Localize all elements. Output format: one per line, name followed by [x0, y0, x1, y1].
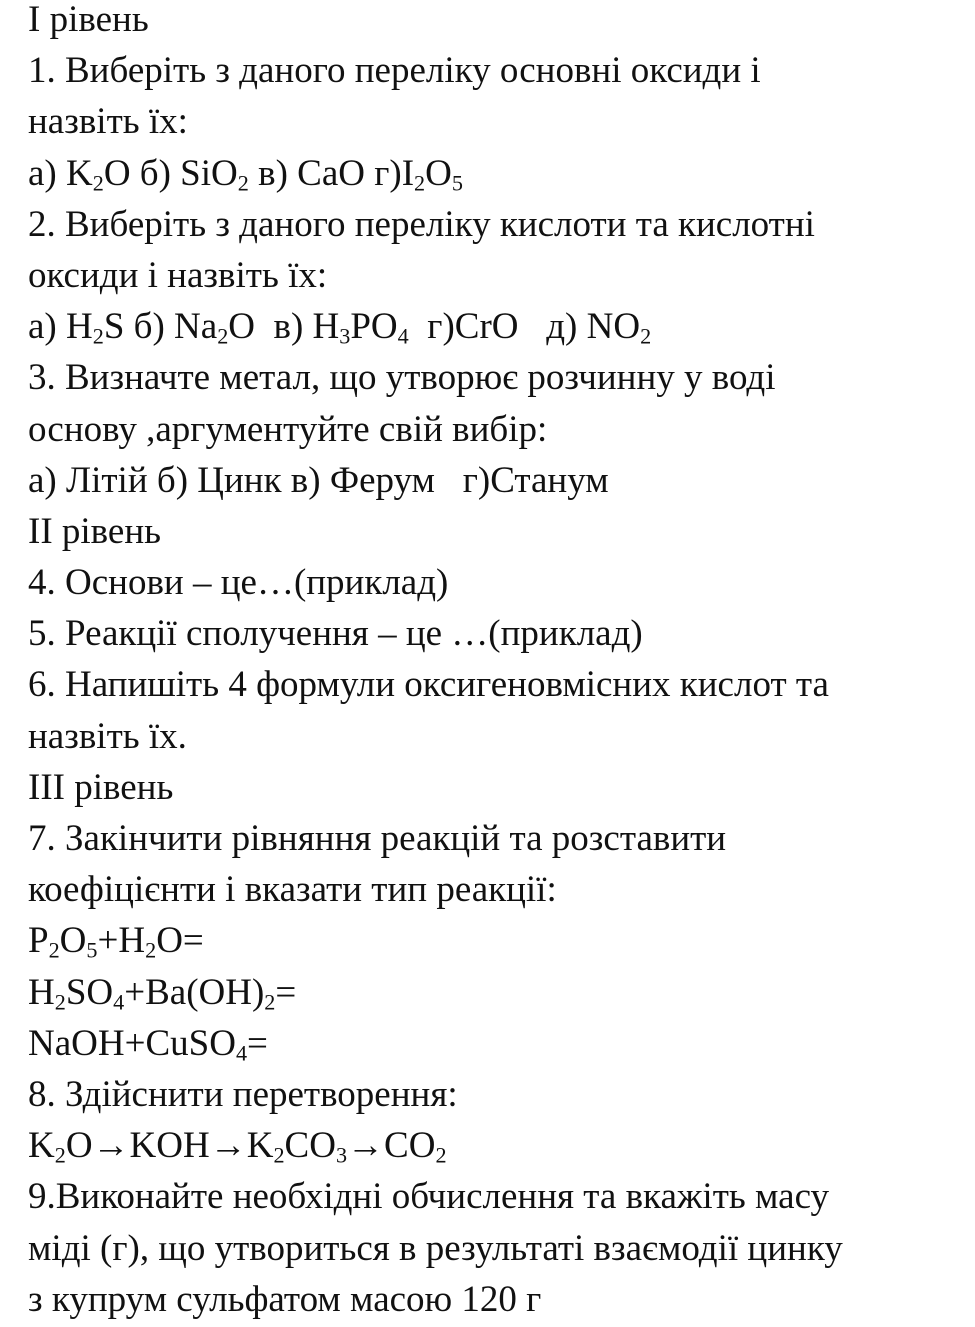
line-text: І рівень	[28, 0, 149, 40]
subscript-text: 2	[92, 170, 104, 196]
line-text: ІІ рівень	[28, 510, 162, 552]
document-line	[28, 1223, 968, 1274]
document-line	[28, 762, 968, 813]
line-text: PO	[350, 306, 398, 348]
subscript-text: 2	[237, 170, 249, 196]
line-text: =	[275, 971, 297, 1013]
subscript-text: 2	[54, 1142, 66, 1168]
document-line	[28, 148, 968, 199]
subscript-text: 3	[339, 323, 351, 349]
document-line	[28, 1171, 968, 1222]
document-line	[28, 301, 968, 352]
subscript-text: 5	[86, 937, 98, 963]
document-line	[28, 250, 968, 301]
line-text: +Ba(OH)	[124, 971, 265, 1013]
document-line	[28, 455, 968, 506]
document-body	[28, 0, 968, 1325]
document-line	[28, 1018, 968, 1069]
document-line	[28, 864, 968, 915]
line-text: 3. Визначте метал, що утворює розчинну у воді	[28, 357, 776, 399]
document-line	[28, 813, 968, 864]
line-text: а) H	[28, 306, 93, 348]
line-text: O=	[156, 920, 204, 962]
subscript-text: 3	[335, 1142, 348, 1168]
line-text: а) Літій б) Цинк в) Ферум г)Станум	[28, 459, 609, 501]
document-line	[28, 45, 968, 96]
document-line	[28, 557, 968, 608]
document-line	[28, 96, 968, 147]
line-text: CO	[284, 1125, 336, 1167]
line-text: основу ,аргументуйте свій вибір:	[28, 408, 548, 450]
line-text: O	[59, 920, 87, 962]
line-text: →CO	[347, 1125, 436, 1167]
document-line	[28, 608, 968, 659]
line-text: а) K	[28, 152, 93, 194]
subscript-text: 4	[397, 323, 409, 349]
line-text: 9.Виконайте необхідні обчислення та вкажіть масу	[28, 1176, 830, 1218]
line-text: міді (г), що утвориться в результаті взаємодії цинку	[28, 1227, 843, 1269]
subscript-text: 2	[54, 989, 66, 1015]
subscript-text: 4	[113, 989, 125, 1015]
subscript-text: 2	[48, 937, 60, 963]
subscript-text: 2	[640, 323, 652, 349]
line-text: з купрум сульфатом масою 120 г	[28, 1278, 542, 1320]
line-text: P	[28, 920, 49, 962]
document-line	[28, 915, 968, 966]
line-text: в) CaO г)I	[248, 152, 415, 194]
subscript-text: 2	[145, 937, 157, 963]
line-text: O	[425, 152, 452, 194]
line-text: =	[247, 1022, 268, 1064]
document-line	[28, 0, 968, 45]
subscript-text: 2	[273, 1142, 285, 1168]
document-line	[28, 199, 968, 250]
subscript-text: 2	[435, 1142, 447, 1168]
document-line	[28, 352, 968, 403]
document-line	[28, 659, 968, 710]
line-text: O в) H	[228, 306, 340, 348]
subscript-text: 2	[414, 170, 426, 196]
subscript-text: 2	[264, 989, 276, 1015]
subscript-text: 2	[92, 323, 104, 349]
document-line	[28, 1069, 968, 1120]
document-line	[28, 404, 968, 455]
line-text: назвіть їх:	[28, 101, 188, 143]
line-text: 2. Виберіть з даного переліку кислоти та кислотні	[28, 203, 815, 245]
line-text: г)CrO д) NO	[408, 306, 641, 348]
line-text: NaOH+CuSO	[28, 1022, 236, 1064]
line-text: 7. Закінчити рівняння реакцій та розставити	[28, 818, 727, 859]
line-text: +H	[97, 920, 146, 962]
line-text: 8. Здійснити перетворення:	[28, 1073, 458, 1115]
line-text: оксиди і назвіть їх:	[28, 254, 328, 296]
subscript-text: 5	[451, 170, 463, 196]
document-line	[28, 711, 968, 762]
subscript-text: 2	[217, 323, 229, 349]
line-text: 5. Реакції сполучення – це …(приклад)	[28, 613, 643, 655]
line-text: 6. Напишіть 4 формули оксигеновмісних кислот та	[28, 664, 829, 706]
line-text: SO	[65, 971, 114, 1013]
line-text: H	[28, 971, 55, 1013]
line-text: 4. Основи – це…(приклад)	[28, 562, 449, 604]
line-text: 1. Виберіть з даного переліку основні оксиди і	[28, 50, 761, 92]
document-line	[28, 967, 968, 1018]
document-line	[28, 1274, 968, 1325]
document-line	[28, 1120, 968, 1171]
line-text: K	[28, 1125, 55, 1167]
line-text: назвіть їх.	[28, 715, 187, 757]
line-text: S б) Na	[103, 306, 218, 348]
line-text: ІІІ рівень	[28, 766, 174, 808]
document-line	[28, 506, 968, 557]
line-text: коефіцієнти і вказати тип реакції:	[28, 869, 557, 911]
line-text: O б) SiO	[103, 152, 238, 194]
subscript-text: 4	[235, 1040, 248, 1066]
line-text: O→KOH→K	[65, 1125, 274, 1167]
